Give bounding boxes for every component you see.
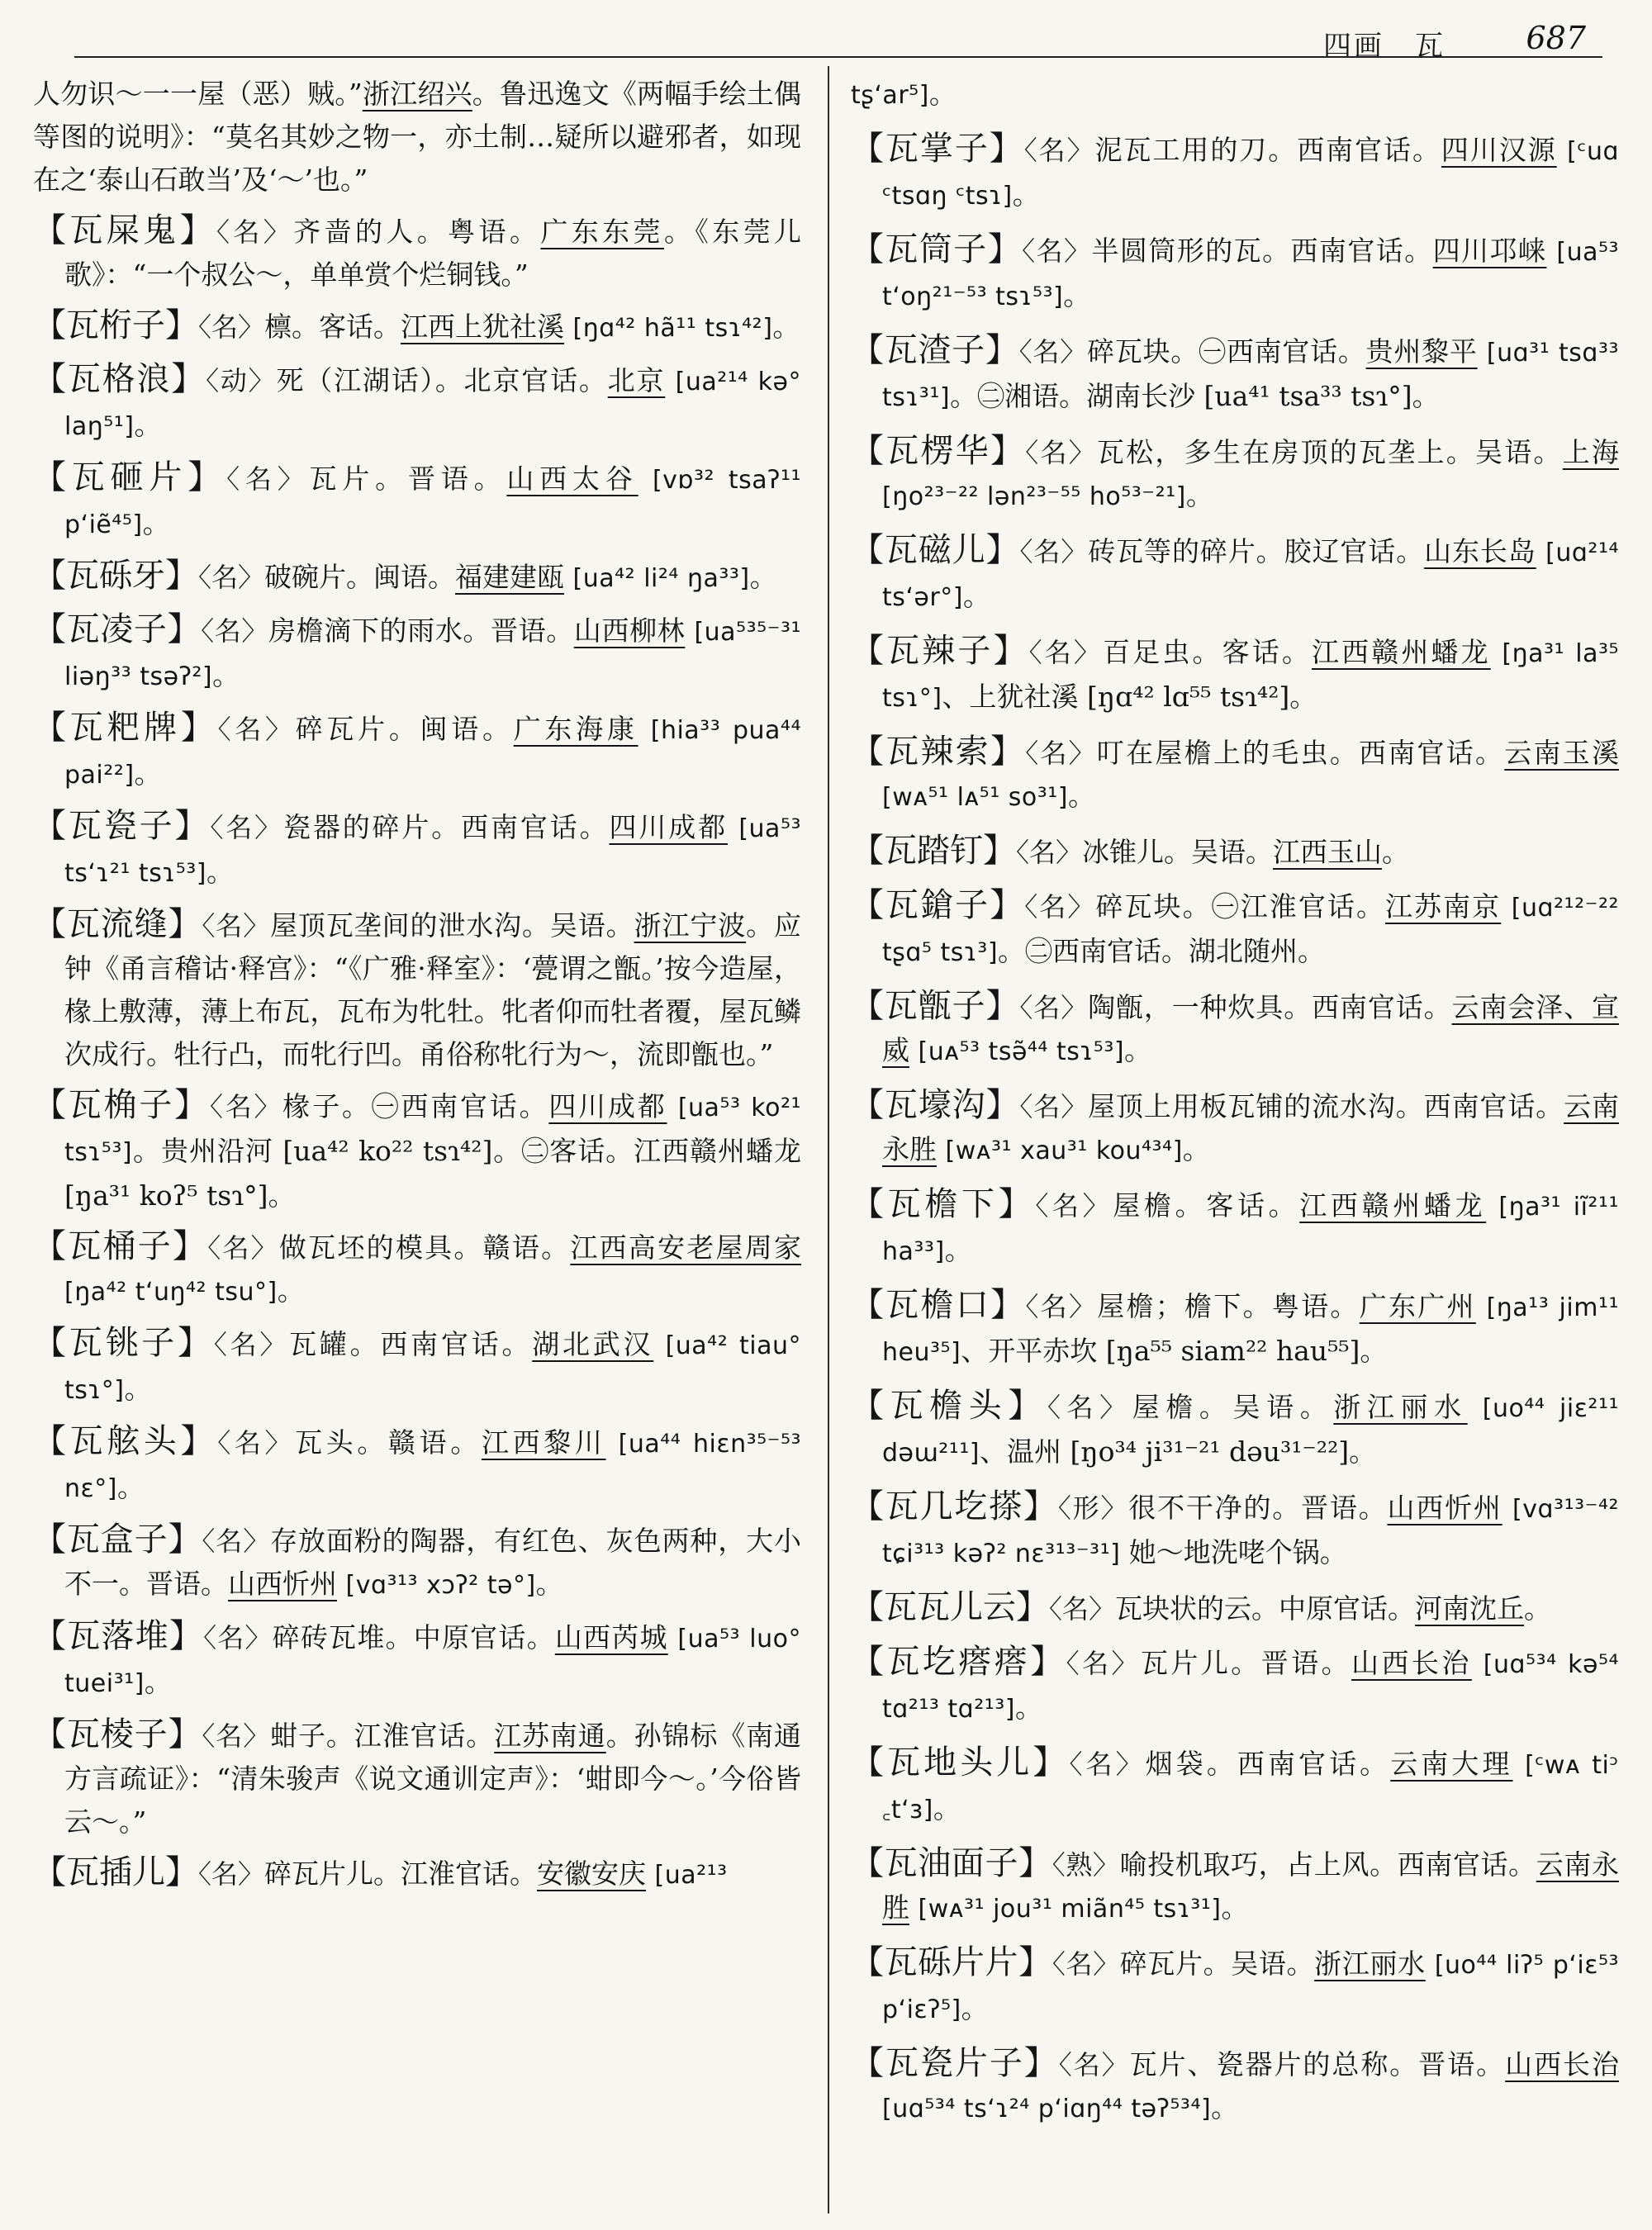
dictionary-entry bbox=[851, 1941, 1619, 2032]
entry-headword: 【瓦铫子】 bbox=[33, 1324, 214, 1362]
part-of-speech: 〈名〉 bbox=[202, 1525, 271, 1557]
entry-headword: 【瓦桷子】 bbox=[33, 1086, 210, 1124]
dictionary-entry bbox=[851, 629, 1619, 720]
entry-definition: 砖瓦等的碎片。胶辽官话。 bbox=[1088, 535, 1425, 567]
entry-definition: 瓷器的碎片。西南官话。 bbox=[282, 811, 610, 843]
part-of-speech: 〈名〉 bbox=[1025, 1291, 1098, 1322]
part-of-speech: 〈名〉 bbox=[216, 216, 294, 248]
phonetic-transcription: [ŋa³¹ la³⁵ tsɿ°] bbox=[882, 639, 1619, 713]
part-of-speech: 〈名〉 bbox=[1028, 637, 1104, 668]
dictionary-entry bbox=[33, 358, 801, 448]
entry-headword: 【瓦辣子】 bbox=[851, 632, 1029, 670]
entry-note: 。 bbox=[962, 580, 990, 612]
entry-definition: 半圆筒形的瓦。西南官话。 bbox=[1091, 235, 1433, 267]
entry-definition: 檩。客话。 bbox=[264, 311, 401, 343]
dictionary-entry bbox=[851, 884, 1619, 975]
dialect-location: 云南永胜 bbox=[882, 1848, 1619, 1924]
entry-headword: 【瓦插儿】 bbox=[33, 1853, 198, 1891]
dictionary-entry bbox=[851, 1084, 1619, 1173]
entry-headword: 【瓦踏钉】 bbox=[851, 832, 1016, 870]
dialect-location: 江苏南通 bbox=[494, 1720, 606, 1752]
dialect-location: 贵州黎平 bbox=[1365, 335, 1478, 368]
entry-note: 。 bbox=[1012, 178, 1040, 211]
dialect-location: 江西高安老屋周家 bbox=[570, 1231, 801, 1264]
part-of-speech: 〈名〉 bbox=[1022, 235, 1092, 267]
phonetic-transcription: [ŋo²³⁻²² lən²³⁻⁵⁵ ho⁵³⁻²¹] bbox=[882, 482, 1186, 511]
entry-definition: 做瓦坯的模具。赣语。 bbox=[278, 1231, 571, 1264]
entry-note: 。 bbox=[1068, 780, 1096, 812]
dictionary-entry bbox=[851, 1842, 1619, 1931]
entry-definition: 椽子。㊀西南官话。 bbox=[282, 1090, 549, 1122]
part-of-speech: 〈名〉 bbox=[1069, 1748, 1146, 1780]
dictionary-entry bbox=[851, 228, 1619, 319]
dictionary-entry bbox=[851, 429, 1619, 519]
dictionary-entry bbox=[33, 554, 801, 600]
dialect-location: 四川成都 bbox=[548, 1090, 667, 1122]
entry-headword: 【瓦落堆】 bbox=[33, 1617, 204, 1655]
entry-headword: 【瓦几圪搽】 bbox=[851, 1487, 1058, 1525]
entry-headword: 【瓦辣索】 bbox=[851, 733, 1026, 771]
part-of-speech: 〈名〉 bbox=[201, 615, 268, 647]
entry-definition: 碎瓦片儿。江淮官话。 bbox=[264, 1858, 538, 1890]
phonetic-transcription: [uᴀ⁵³ tsə̃⁴⁴ tsɿ⁵³] bbox=[918, 1037, 1125, 1066]
entry-headword: 【瓦楞华】 bbox=[851, 432, 1026, 470]
part-of-speech: 〈名〉 bbox=[202, 1720, 271, 1752]
part-of-speech: 〈名〉 bbox=[1016, 837, 1083, 868]
entry-definition: 碎瓦块。㊀西南官话。 bbox=[1087, 335, 1366, 368]
entry-note: 。 bbox=[1221, 1891, 1249, 1924]
entry-definition: 碎砖瓦堆。中原官话。 bbox=[272, 1621, 555, 1654]
dictionary-entry bbox=[851, 529, 1619, 619]
phonetic-transcription: [uo⁴⁴ jiɛ²¹¹ dəɯ²¹¹] bbox=[882, 1394, 1619, 1468]
dialect-location: 四川汉源 bbox=[1441, 134, 1557, 166]
entry-note: 。孙锦标《南通方言疏证》：“清朱骏声《说文通训定声》：‘蚶即今～。’今俗皆云～。” bbox=[64, 1720, 801, 1838]
phonetic-transcription: [ua⁵³ tsʻɿ²¹ tsɿ⁵³] bbox=[64, 814, 801, 888]
entry-definition: 瓦片儿。晋语。 bbox=[1140, 1647, 1352, 1679]
phonetic-transcription: [ua⁵³⁵⁻³¹ liəŋ³³ tsəʔ²] bbox=[64, 618, 801, 691]
entry-headword: 【瓦盒子】 bbox=[33, 1521, 202, 1559]
phonetic-transcription: [uɑ⁵³⁴ tsʻɿ²⁴ pʻiɑŋ⁴⁴ təʔ⁵³⁴] bbox=[882, 2095, 1212, 2123]
entry-headword: 【瓦桁子】 bbox=[33, 306, 198, 344]
dictionary-entry bbox=[851, 329, 1619, 420]
entry-definition: 陶甑，一种炊具。西南官话。 bbox=[1088, 991, 1452, 1023]
entry-note: 。 bbox=[134, 409, 162, 441]
dictionary-entry bbox=[33, 209, 801, 297]
dictionary-entry bbox=[851, 730, 1619, 819]
dictionary-entry bbox=[33, 804, 801, 895]
entry-headword: 【瓦屎鬼】 bbox=[33, 211, 216, 249]
part-of-speech: 〈名〉 bbox=[1035, 1190, 1113, 1222]
dictionary-entry bbox=[851, 1586, 1619, 1630]
dictionary-entry bbox=[851, 1183, 1619, 1274]
dialect-location: 山东长岛 bbox=[1424, 535, 1536, 567]
dialect-location: 河南沈丘 bbox=[1415, 1592, 1525, 1625]
entry-headword: 【瓦瓷子】 bbox=[33, 807, 211, 845]
phonetic-transcription: [ua⁵³ luo° tuei³¹] bbox=[64, 1625, 801, 1698]
entry-definition: 屋檐；檐下。粤语。 bbox=[1097, 1290, 1360, 1322]
entry-note: 。 bbox=[1063, 279, 1091, 311]
entry-definition: 瓦块状的云。中原官话。 bbox=[1115, 1592, 1416, 1625]
phonetic-transcription: [ua²¹⁴ kə° laŋ⁵¹] bbox=[64, 368, 801, 441]
entry-definition: 破碗片。闽语。 bbox=[264, 561, 456, 593]
entry-headword: 【瓦磁儿】 bbox=[851, 531, 1020, 569]
entry-note: 。 bbox=[1124, 1034, 1152, 1066]
dialect-location: 浙江宁波 bbox=[634, 909, 747, 942]
part-of-speech: 〈名〉 bbox=[226, 463, 310, 495]
entry-definition: 烟袋。西南官话。 bbox=[1145, 1748, 1391, 1780]
entry-note: 。 bbox=[134, 757, 162, 790]
dialect-location: 福建建瓯 bbox=[455, 561, 565, 593]
page-number: 687 bbox=[1526, 20, 1586, 56]
part-of-speech: 〈形〉 bbox=[1057, 1492, 1129, 1524]
entry-note: 。 bbox=[1182, 1133, 1210, 1165]
entry-note: 。《东莞儿歌》：“一个叔公～，单单赏个烂铜钱。” bbox=[64, 216, 801, 291]
entry-definition: 瓦罐。西南官话。 bbox=[289, 1328, 533, 1360]
phonetic-transcription: [ŋa⁴² tʻuŋ⁴² tsu°] bbox=[64, 1278, 278, 1307]
entry-definition: 很不干净的。晋语。 bbox=[1128, 1492, 1388, 1524]
dialect-location: 江西玉山 bbox=[1273, 836, 1383, 868]
entry-note: 。 bbox=[749, 561, 777, 593]
dialect-location: 山西长治 bbox=[1351, 1647, 1472, 1679]
entry-headword: 【瓦棱子】 bbox=[33, 1715, 202, 1753]
dialect-location: 北京 bbox=[607, 364, 666, 396]
entry-note: 。 bbox=[928, 78, 957, 110]
entry-note: 。 bbox=[1015, 1691, 1043, 1724]
entry-headword: 【瓦舷头】 bbox=[33, 1422, 218, 1460]
entry-note: 。 bbox=[772, 311, 800, 343]
entry-note: 。应钟《甬言稽诂·释宫》：“《广雅·释室》：‘甍谓之甑。’按今造屋，椽上敷薄，薄上布瓦，瓦布为牝牡。牝者仰而牡者覆，屋瓦鳞次成行。牡行凸，而牝行凹。甬俗称牝行为～，流即甑也。” bbox=[64, 909, 801, 1070]
entry-headword: 【瓦檐口】 bbox=[851, 1286, 1026, 1324]
entry-headword: 【瓦油面子】 bbox=[851, 1844, 1052, 1882]
dictionary-entry bbox=[851, 829, 1619, 874]
dictionary-entry bbox=[33, 706, 801, 797]
entry-note: 。鲁迅逸文《两幅手绘土偶等图的说明》：“莫名其妙之物一，亦土制…疑所以避邪者，如现在之‘泰山石敢当’及‘～’也。” bbox=[33, 78, 801, 196]
phonetic-transcription: [ua⁵³ tʻoŋ²¹⁻⁵³ tsɿ⁵³] bbox=[882, 238, 1619, 311]
dictionary-entry bbox=[33, 1615, 801, 1706]
phonetic-transcription: [ᶜuɑ ᶜtsɑŋ ᶜtsɿ] bbox=[882, 137, 1619, 211]
entry-note: 。 bbox=[1211, 2091, 1239, 2123]
dictionary-entry bbox=[851, 1283, 1619, 1374]
dialect-location: 江西黎川 bbox=[481, 1426, 606, 1459]
entry-definition: 碎瓦片。吴语。 bbox=[1119, 1948, 1315, 1980]
phonetic-transcription: [wᴀ³¹ jou³¹ miãn⁴⁵ tsɿ³¹] bbox=[918, 1895, 1222, 1924]
entry-headword: 【瓦格浪】 bbox=[33, 360, 206, 398]
part-of-speech: 〈名〉 bbox=[1025, 738, 1097, 769]
phonetic-transcription: [vɑ³¹³ xɔʔ² tə°] bbox=[345, 1571, 536, 1600]
entry-note: 。 bbox=[212, 659, 240, 691]
dialect-location: 山西芮城 bbox=[554, 1621, 668, 1654]
entry-definition: 蚶子。江淮官话。 bbox=[270, 1720, 495, 1752]
left-column bbox=[33, 73, 801, 2220]
dictionary-entry bbox=[851, 1384, 1619, 1475]
entry-headword: 【瓦砾片片】 bbox=[851, 1943, 1052, 1981]
entry-definition: 屋檐。吴语。 bbox=[1132, 1391, 1334, 1423]
part-of-speech: 〈名〉 bbox=[1019, 1091, 1089, 1122]
dictionary-entry bbox=[851, 1640, 1619, 1731]
entry-headword: 【瓦粑牌】 bbox=[33, 709, 218, 747]
phonetic-transcription: [hia³³ pua⁴⁴ pai²²] bbox=[64, 716, 801, 790]
entry-headword: 【瓦壕沟】 bbox=[851, 1086, 1020, 1124]
part-of-speech: 〈名〉 bbox=[198, 1858, 265, 1890]
entry-definition: 瓦片、瓷器片的总称。晋语。 bbox=[1129, 2048, 1506, 2081]
entry-definition: 人勿识～一一屋（恶）贼。” bbox=[33, 78, 363, 110]
entry-headword: 【瓦筒子】 bbox=[851, 230, 1023, 268]
dialect-location: 山西忻州 bbox=[228, 1568, 337, 1600]
entry-headword: 【瓦砾牙】 bbox=[33, 557, 198, 595]
dialect-location: 浙江丽水 bbox=[1333, 1391, 1468, 1423]
entry-headword: 【瓦檐头】 bbox=[851, 1387, 1047, 1425]
phonetic-transcription: [ua⁵³ ko²¹ tsɿ⁵³] bbox=[64, 1094, 801, 1167]
phonetic-transcription: [ŋa¹³ jim¹¹ heu³⁵] bbox=[882, 1293, 1619, 1367]
phonetic-transcription: [uɑ²¹²⁻²² tʂɑ⁵ tsɿ³] bbox=[882, 894, 1619, 967]
entry-headword: 【瓦流缝】 bbox=[33, 905, 202, 943]
entry-note: 、上犹社溪 [ŋɑ⁴² lɑ⁵⁵ tsɿ⁴²]。 bbox=[942, 681, 1317, 713]
entry-note: 。㊁西南官话。湖北随州。 bbox=[998, 935, 1326, 967]
header-rule bbox=[74, 56, 1602, 58]
dictionary-entry bbox=[33, 456, 801, 547]
entry-headword: 【瓦鎗子】 bbox=[851, 886, 1025, 924]
dictionary-entry bbox=[851, 2042, 1619, 2131]
dialect-location: 山西忻州 bbox=[1387, 1492, 1502, 1524]
page-header bbox=[74, 15, 1602, 63]
entry-note: 。 bbox=[944, 1234, 972, 1266]
entry-note: 。 bbox=[1382, 836, 1410, 868]
part-of-speech: 〈名〉 bbox=[217, 1427, 296, 1459]
dialect-location: 云南永胜 bbox=[882, 1090, 1619, 1165]
entry-headword: 【瓦掌子】 bbox=[851, 130, 1024, 168]
dialect-location: 广东广州 bbox=[1359, 1290, 1476, 1322]
part-of-speech: 〈名〉 bbox=[1019, 536, 1089, 567]
entry-note: 。 bbox=[933, 1792, 961, 1824]
phonetic-transcription: [ua⁴² tiau° tsɿ°] bbox=[64, 1331, 801, 1405]
phonetic-transcription: [ua²¹³ bbox=[654, 1861, 728, 1890]
part-of-speech: 〈熟〉 bbox=[1051, 1849, 1120, 1881]
entry-definition: 百足虫。客话。 bbox=[1103, 636, 1312, 668]
dialect-location: 江苏南京 bbox=[1385, 890, 1502, 923]
dictionary-entry bbox=[33, 1225, 801, 1314]
entry-headword: 【瓦瓷片子】 bbox=[851, 2044, 1059, 2082]
entry-headword: 【瓦甑子】 bbox=[851, 987, 1020, 1025]
dictionary-entry bbox=[33, 1851, 801, 1897]
entry-headword: 【瓦凌子】 bbox=[33, 610, 202, 648]
dictionary-entry bbox=[33, 1518, 801, 1607]
entry-definition: 喻投机取巧，占上风。西南官话。 bbox=[1119, 1848, 1536, 1881]
dictionary-entry bbox=[33, 73, 801, 202]
entry-definition: 房檐滴下的雨水。晋语。 bbox=[268, 614, 574, 647]
dialect-location: 广东海康 bbox=[513, 713, 638, 745]
dialect-location: 上海 bbox=[1562, 436, 1619, 468]
dialect-location: 山西太谷 bbox=[506, 463, 638, 495]
part-of-speech: 〈名〉 bbox=[1018, 336, 1088, 368]
dialect-location: 浙江丽水 bbox=[1314, 1948, 1426, 1980]
dialect-location: 江西赣州蟠龙 bbox=[1311, 636, 1491, 668]
entry-definition: 瓦片。晋语。 bbox=[309, 463, 507, 495]
entry-headword: 【瓦桶子】 bbox=[33, 1227, 208, 1265]
part-of-speech: 〈名〉 bbox=[213, 1329, 290, 1360]
phonetic-transcription: [uɑ³¹ tsɑ³³ tsɿ³¹] bbox=[882, 339, 1619, 412]
dictionary-entry bbox=[33, 608, 801, 699]
dialect-location: 湖北武汉 bbox=[532, 1328, 654, 1360]
phonetic-transcription: [ua⁴² li²⁴ ŋa³³] bbox=[572, 564, 750, 593]
entry-note: 、开平赤坎 [ŋa⁵⁵ siam²² hau⁵⁵]。 bbox=[961, 1335, 1388, 1367]
entry-definition: 泥瓦工用的刀。西南官话。 bbox=[1094, 134, 1441, 166]
part-of-speech: 〈名〉 bbox=[1019, 992, 1089, 1023]
phonetic-transcription: tʂʻar⁵] bbox=[851, 81, 929, 110]
entry-definition: 碎瓦块。㊀江淮官话。 bbox=[1095, 890, 1385, 923]
part-of-speech: 〈动〉 bbox=[206, 365, 277, 396]
dictionary-entry bbox=[851, 985, 1619, 1074]
dialect-location: 山西柳林 bbox=[573, 614, 686, 647]
entry-note: 。 bbox=[1524, 1592, 1552, 1625]
dialect-location: 广东东莞 bbox=[540, 216, 664, 248]
column-divider bbox=[828, 66, 829, 2213]
part-of-speech: 〈名〉 bbox=[1058, 2049, 1130, 2081]
dialect-location: 安徽安庆 bbox=[537, 1858, 647, 1890]
entry-headword: 【瓦地头儿】 bbox=[851, 1744, 1070, 1782]
dictionary-entry bbox=[851, 127, 1619, 218]
dictionary-entry bbox=[33, 1321, 801, 1412]
part-of-speech: 〈名〉 bbox=[1023, 135, 1095, 166]
right-column bbox=[851, 73, 1619, 2220]
entry-note: 。 bbox=[124, 1373, 152, 1405]
phonetic-transcription: [vɒ³² tsaʔ¹¹ pʻiẽ⁴⁵] bbox=[64, 466, 801, 539]
entry-note: 。 bbox=[1185, 479, 1213, 511]
entry-headword: 【瓦渣子】 bbox=[851, 331, 1019, 369]
dialect-location: 云南会泽、宣威 bbox=[882, 991, 1619, 1066]
dialect-location: 云南大理 bbox=[1390, 1748, 1513, 1780]
part-of-speech: 〈名〉 bbox=[1066, 1648, 1141, 1679]
entry-definition: 冰锥儿。吴语。 bbox=[1082, 836, 1274, 868]
entry-definition: 瓦头。赣语。 bbox=[295, 1426, 482, 1459]
entry-note: 。㊁湘语。湖南长沙 [ua⁴¹ tsa³³ tsɿ°]。 bbox=[950, 380, 1440, 412]
entry-note: 。 bbox=[116, 1471, 145, 1503]
part-of-speech: 〈名〉 bbox=[207, 1232, 279, 1264]
dictionary-entry bbox=[33, 304, 801, 350]
phonetic-transcription: [wᴀ³¹ xau³¹ kou⁴³⁴] bbox=[945, 1136, 1183, 1165]
dialect-location: 江西上犹社溪 bbox=[401, 311, 565, 343]
part-of-speech: 〈名〉 bbox=[1025, 437, 1097, 468]
dictionary-entry bbox=[33, 903, 801, 1076]
entry-note: 、温州 [ŋo³⁴ ji³¹⁻²¹ dəu³¹⁻²²]。 bbox=[980, 1435, 1377, 1468]
dictionary-entry bbox=[33, 1420, 801, 1511]
dialect-location: 云南玉溪 bbox=[1504, 737, 1619, 769]
part-of-speech: 〈名〉 bbox=[210, 812, 283, 843]
part-of-speech: 〈名〉 bbox=[1051, 1948, 1120, 1980]
section-title: 四画 瓦 bbox=[1323, 30, 1446, 63]
phonetic-transcription: [uo⁴⁴ liʔ⁵ pʻiɛ⁵³ pʻiɛʔ⁵] bbox=[882, 1951, 1619, 2024]
dialect-location: 山西长治 bbox=[1505, 2048, 1619, 2081]
entry-headword: 【瓦砸片】 bbox=[33, 458, 227, 496]
entry-definition: 屋顶瓦垄间的泄水沟。吴语。 bbox=[270, 909, 634, 942]
entry-note: 。 bbox=[144, 1666, 172, 1698]
entry-definition: 叮在屋檐上的毛虫。西南官话。 bbox=[1096, 737, 1505, 769]
entry-headword: 【瓦檐下】 bbox=[851, 1185, 1036, 1223]
dictionary-entry bbox=[33, 1084, 801, 1217]
phonetic-transcription: [ŋɑ⁴² hã¹¹ tsɿ⁴²] bbox=[572, 314, 773, 343]
entry-definition: 屋顶上用板瓦铺的流水沟。西南官话。 bbox=[1088, 1090, 1564, 1122]
entry-note: 。 bbox=[206, 856, 234, 888]
entry-definition: 死（江湖话）。北京官话。 bbox=[276, 364, 608, 396]
entry-definition: 齐啬的人。粤语。 bbox=[293, 216, 541, 248]
part-of-speech: 〈名〉 bbox=[209, 1091, 283, 1122]
entry-definition: 存放面粉的陶器，有红色、灰色两种，大小不一。晋语。 bbox=[64, 1525, 801, 1600]
dialect-location: 四川邛崃 bbox=[1432, 235, 1547, 267]
dictionary-entry bbox=[851, 73, 1619, 117]
phonetic-transcription: [ua⁴⁴ hiɛn³⁵⁻⁵³ nɛ°] bbox=[64, 1430, 801, 1503]
entry-definition: 瓦松，多生在房顶的瓦垄上。吴语。 bbox=[1096, 436, 1563, 468]
entry-headword: 【瓦瓦儿云】 bbox=[851, 1588, 1049, 1626]
part-of-speech: 〈名〉 bbox=[1049, 1593, 1116, 1625]
phonetic-transcription: [ᶜwᴀ tiᵓ ꜀tʻɜ] bbox=[882, 1751, 1619, 1824]
dialect-location: 四川成都 bbox=[609, 811, 728, 843]
dictionary-entry bbox=[33, 1713, 801, 1843]
dialect-location: 浙江绍兴 bbox=[362, 78, 472, 110]
dictionary-entry bbox=[851, 1741, 1619, 1832]
part-of-speech: 〈名〉 bbox=[198, 562, 265, 593]
phonetic-transcription: [ŋa³¹ iĩ²¹¹ ha³³] bbox=[882, 1193, 1619, 1266]
dialect-location: 江西赣州蟠龙 bbox=[1299, 1189, 1487, 1222]
part-of-speech: 〈名〉 bbox=[1047, 1392, 1132, 1423]
part-of-speech: 〈名〉 bbox=[203, 1622, 273, 1654]
phonetic-transcription: [uɑ⁵³⁴ kə⁵⁴ tɑ²¹³ tɑ²¹³] bbox=[882, 1650, 1619, 1724]
phonetic-transcription: [wᴀ⁵¹ lᴀ⁵¹ so³¹] bbox=[882, 783, 1069, 812]
entry-note: 。 bbox=[277, 1274, 305, 1307]
phonetic-transcription: [vɑ³¹³⁻⁴² tɕi³¹³ kəʔ² nɛ³¹³⁻³¹] bbox=[882, 1495, 1619, 1568]
phonetic-transcription: [uɑ²¹⁴ tsʻər°] bbox=[882, 539, 1619, 612]
entry-note: 。 bbox=[535, 1568, 563, 1600]
entry-definition: 碎瓦片。闽语。 bbox=[295, 713, 514, 745]
entry-note: 。 bbox=[142, 507, 170, 539]
entry-note: 。 bbox=[961, 1992, 989, 2024]
entry-definition: 屋檐。客话。 bbox=[1113, 1189, 1300, 1222]
part-of-speech: 〈名〉 bbox=[202, 910, 271, 942]
part-of-speech: 〈名〉 bbox=[1024, 891, 1096, 923]
entry-headword: 【瓦圪瘩瘩】 bbox=[851, 1643, 1066, 1681]
entry-note: 。贵州沿河 [ua⁴² ko²² tsɿ⁴²]。㊁客话。江西赣州蟠龙 [ŋa³¹ koʔ⁵ tsɿ°]。 bbox=[64, 1135, 801, 1212]
part-of-speech: 〈名〉 bbox=[198, 311, 265, 343]
part-of-speech: 〈名〉 bbox=[217, 714, 296, 745]
entry-note: 她～地洗咾个锅。 bbox=[1120, 1536, 1347, 1568]
dictionary-entry bbox=[851, 1485, 1619, 1576]
